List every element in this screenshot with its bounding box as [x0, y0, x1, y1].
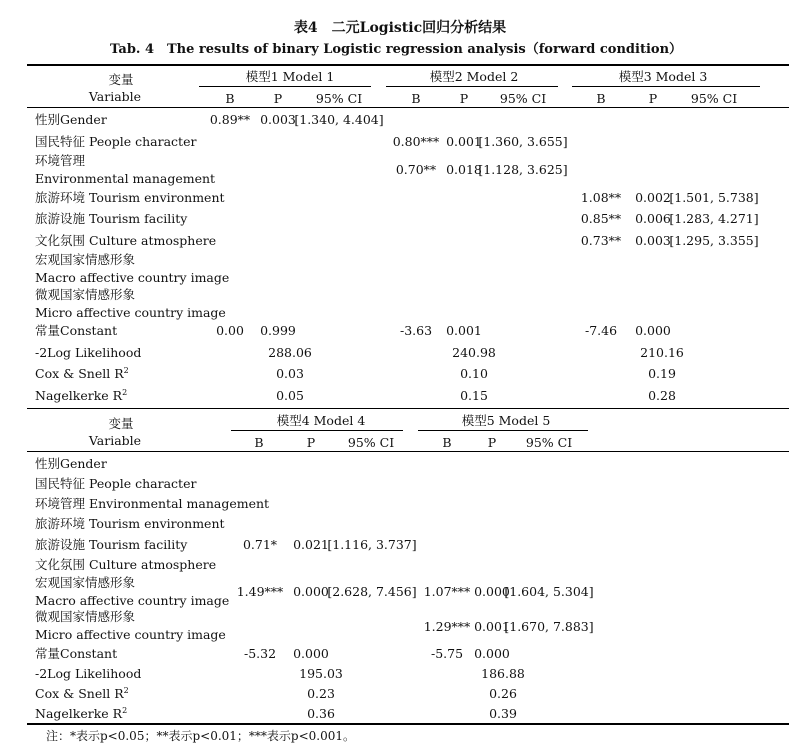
row-label: 国民特征 People character — [35, 134, 197, 149]
model5-underline — [418, 430, 588, 431]
cell-p: 0.000 — [474, 646, 510, 661]
cell-p: 0.001 — [446, 134, 482, 149]
m3-col-b: B — [596, 91, 606, 106]
stat-value: 0.10 — [460, 366, 488, 381]
row-label: 环境管理 — [35, 153, 86, 168]
cell-p: 0.002 — [635, 190, 671, 205]
cell-ci: [1.604, 5.304] — [504, 584, 594, 599]
cell-b: 0.70** — [395, 162, 437, 177]
cell-ci: [1.128, 3.625] — [478, 162, 568, 177]
row-label: 微观国家情感形象 — [35, 609, 136, 624]
m2-col-b: B — [411, 91, 421, 106]
cell-ci: [1.295, 3.355] — [669, 233, 759, 248]
stat-value: 0.26 — [489, 686, 517, 701]
cell-p: 0.001 — [474, 619, 510, 634]
cell-p: 0.006 — [635, 211, 671, 226]
cell-b: -5.32 — [243, 646, 277, 661]
cell-b: 0.00 — [216, 323, 244, 338]
m2-col-p: P — [459, 91, 469, 106]
stat-label: Nagelkerke R — [35, 388, 123, 403]
stat-value: 0.28 — [648, 388, 676, 403]
stat-value: 0.15 — [460, 388, 488, 403]
row-label: 国民特征 People character — [35, 476, 197, 491]
m1-col-p: P — [273, 91, 283, 106]
header-rule-top — [27, 107, 789, 108]
cell-ci: [1.116, 3.737] — [327, 537, 417, 552]
superscript: 2 — [122, 387, 128, 397]
row-label: Micro affective country image — [35, 627, 226, 642]
m1-col-ci: 95% CI — [315, 91, 363, 106]
m4-col-b: B — [254, 435, 264, 450]
stat-label: -2Log Likelihood — [35, 666, 142, 681]
cell-p: 0.000 — [474, 584, 510, 599]
m2-col-ci: 95% CI — [499, 91, 547, 106]
stat-value: 0.39 — [489, 706, 517, 721]
cell-ci: [1.670, 7.883] — [504, 619, 594, 634]
table-title-zh: 表4 二元Logistic回归分析结果 — [293, 20, 507, 36]
model5-header: 模型5 Model 5 — [461, 413, 551, 428]
stat-value: 0.36 — [307, 706, 335, 721]
cell-p: 0.000 — [293, 584, 329, 599]
row-label: 旅游设施 Tourism facility — [35, 537, 188, 552]
model3-underline — [572, 86, 760, 87]
cell-ci: [1.283, 4.271] — [669, 211, 759, 226]
stat-value: 0.03 — [276, 366, 304, 381]
m5-col-ci: 95% CI — [525, 435, 573, 450]
stat-value: 210.16 — [640, 345, 684, 360]
table-footnote: 注：*表示p<0.05；**表示p<0.01；***表示p<0.001。 — [46, 729, 356, 743]
stat-value: 0.23 — [307, 686, 335, 701]
cell-b: -3.63 — [399, 323, 433, 338]
stat-label: Cox & Snell R — [35, 686, 124, 701]
m1-col-b: B — [225, 91, 235, 106]
cell-b: 0.73** — [580, 233, 622, 248]
cell-p: 0.003 — [635, 233, 671, 248]
model4-underline — [231, 430, 403, 431]
row-label: 旅游环境 Tourism environment — [35, 190, 225, 205]
row-label: 微观国家情感形象 — [35, 287, 136, 302]
cell-b: 0.71* — [242, 537, 278, 552]
row-label: 常量Constant — [35, 323, 118, 338]
cell-b: -7.46 — [584, 323, 618, 338]
row-label: Macro affective country image — [35, 593, 230, 608]
table-title-en: Tab. 4 The results of binary Logistic regression analysis（forward condition） — [109, 42, 683, 57]
cell-b: 1.07*** — [423, 584, 471, 599]
header-rule-bottom — [27, 451, 789, 452]
bottom-rule — [27, 723, 789, 725]
row-label: 宏观国家情感形象 — [35, 252, 136, 267]
m5-col-p: P — [487, 435, 497, 450]
top-rule — [27, 64, 789, 66]
cell-b: 0.85** — [580, 211, 622, 226]
stat-value: 240.98 — [452, 345, 496, 360]
superscript: 2 — [123, 365, 129, 375]
cell-p: 0.003 — [260, 112, 296, 127]
stat-label: -2Log Likelihood — [35, 345, 142, 360]
model1-header: 模型1 Model 1 — [245, 69, 335, 84]
cell-p: 0.999 — [260, 323, 296, 338]
stat-label-cell — [35, 366, 129, 381]
stat-value: 195.03 — [299, 666, 343, 681]
variable-header-en: Variable — [88, 89, 142, 104]
cell-b: 0.80*** — [392, 134, 440, 149]
row-label: 旅游设施 Tourism facility — [35, 211, 188, 226]
cell-p: 0.018 — [446, 162, 482, 177]
cell-p: 0.001 — [446, 323, 482, 338]
cell-p: 0.000 — [635, 323, 671, 338]
mid-rule — [27, 408, 789, 409]
model2-header: 模型2 Model 2 — [429, 69, 519, 84]
stat-label: Cox & Snell R — [35, 366, 124, 381]
cell-ci: [1.360, 3.655] — [478, 134, 568, 149]
row-label: 环境管理 Environmental management — [35, 496, 270, 511]
variable-header-zh: 变量 — [108, 416, 134, 431]
stat-value: 0.05 — [276, 388, 304, 403]
cell-ci: [1.340, 4.404] — [294, 112, 384, 127]
row-label: 性别Gender — [35, 112, 107, 127]
model2-underline — [386, 86, 558, 87]
stat-label-cell — [35, 388, 127, 403]
variable-header-zh: 变量 — [108, 72, 134, 87]
m3-col-ci: 95% CI — [690, 91, 738, 106]
m5-col-b: B — [442, 435, 452, 450]
m4-col-p: P — [306, 435, 316, 450]
row-label: 文化氛围 Culture atmosphere — [35, 233, 217, 248]
cell-p: 0.000 — [293, 646, 329, 661]
row-label: Micro affective country image — [35, 305, 226, 320]
row-label: Macro affective country image — [35, 270, 230, 285]
stat-value: 186.88 — [481, 666, 525, 681]
row-label: 宏观国家情感形象 — [35, 575, 136, 590]
m4-col-ci: 95% CI — [347, 435, 395, 450]
model3-header: 模型3 Model 3 — [618, 69, 708, 84]
cell-b: 1.08** — [580, 190, 622, 205]
cell-b: 1.29*** — [423, 619, 471, 634]
row-label: 常量Constant — [35, 646, 118, 661]
superscript: 2 — [122, 705, 128, 715]
stat-value: 288.06 — [268, 345, 312, 360]
row-label: 性别Gender — [35, 456, 107, 471]
cell-b: -5.75 — [430, 646, 464, 661]
row-label: 文化氛围 Culture atmosphere — [35, 557, 217, 572]
variable-header-en: Variable — [88, 433, 142, 448]
row-label: 旅游环境 Tourism environment — [35, 516, 225, 531]
cell-b: 1.49*** — [236, 584, 284, 599]
stat-label-cell — [35, 706, 127, 721]
row-label: Environmental management — [35, 171, 216, 186]
cell-ci: [2.628, 7.456] — [327, 584, 417, 599]
stat-value: 0.19 — [648, 366, 676, 381]
m3-col-p: P — [648, 91, 658, 106]
cell-b: 0.89** — [209, 112, 251, 127]
superscript: 2 — [123, 685, 129, 695]
stat-label: Nagelkerke R — [35, 706, 123, 721]
cell-p: 0.021 — [293, 537, 329, 552]
stat-label-cell — [35, 686, 129, 701]
model1-underline — [199, 86, 371, 87]
cell-ci: [1.501, 5.738] — [669, 190, 759, 205]
model4-header: 模型4 Model 4 — [276, 413, 366, 428]
